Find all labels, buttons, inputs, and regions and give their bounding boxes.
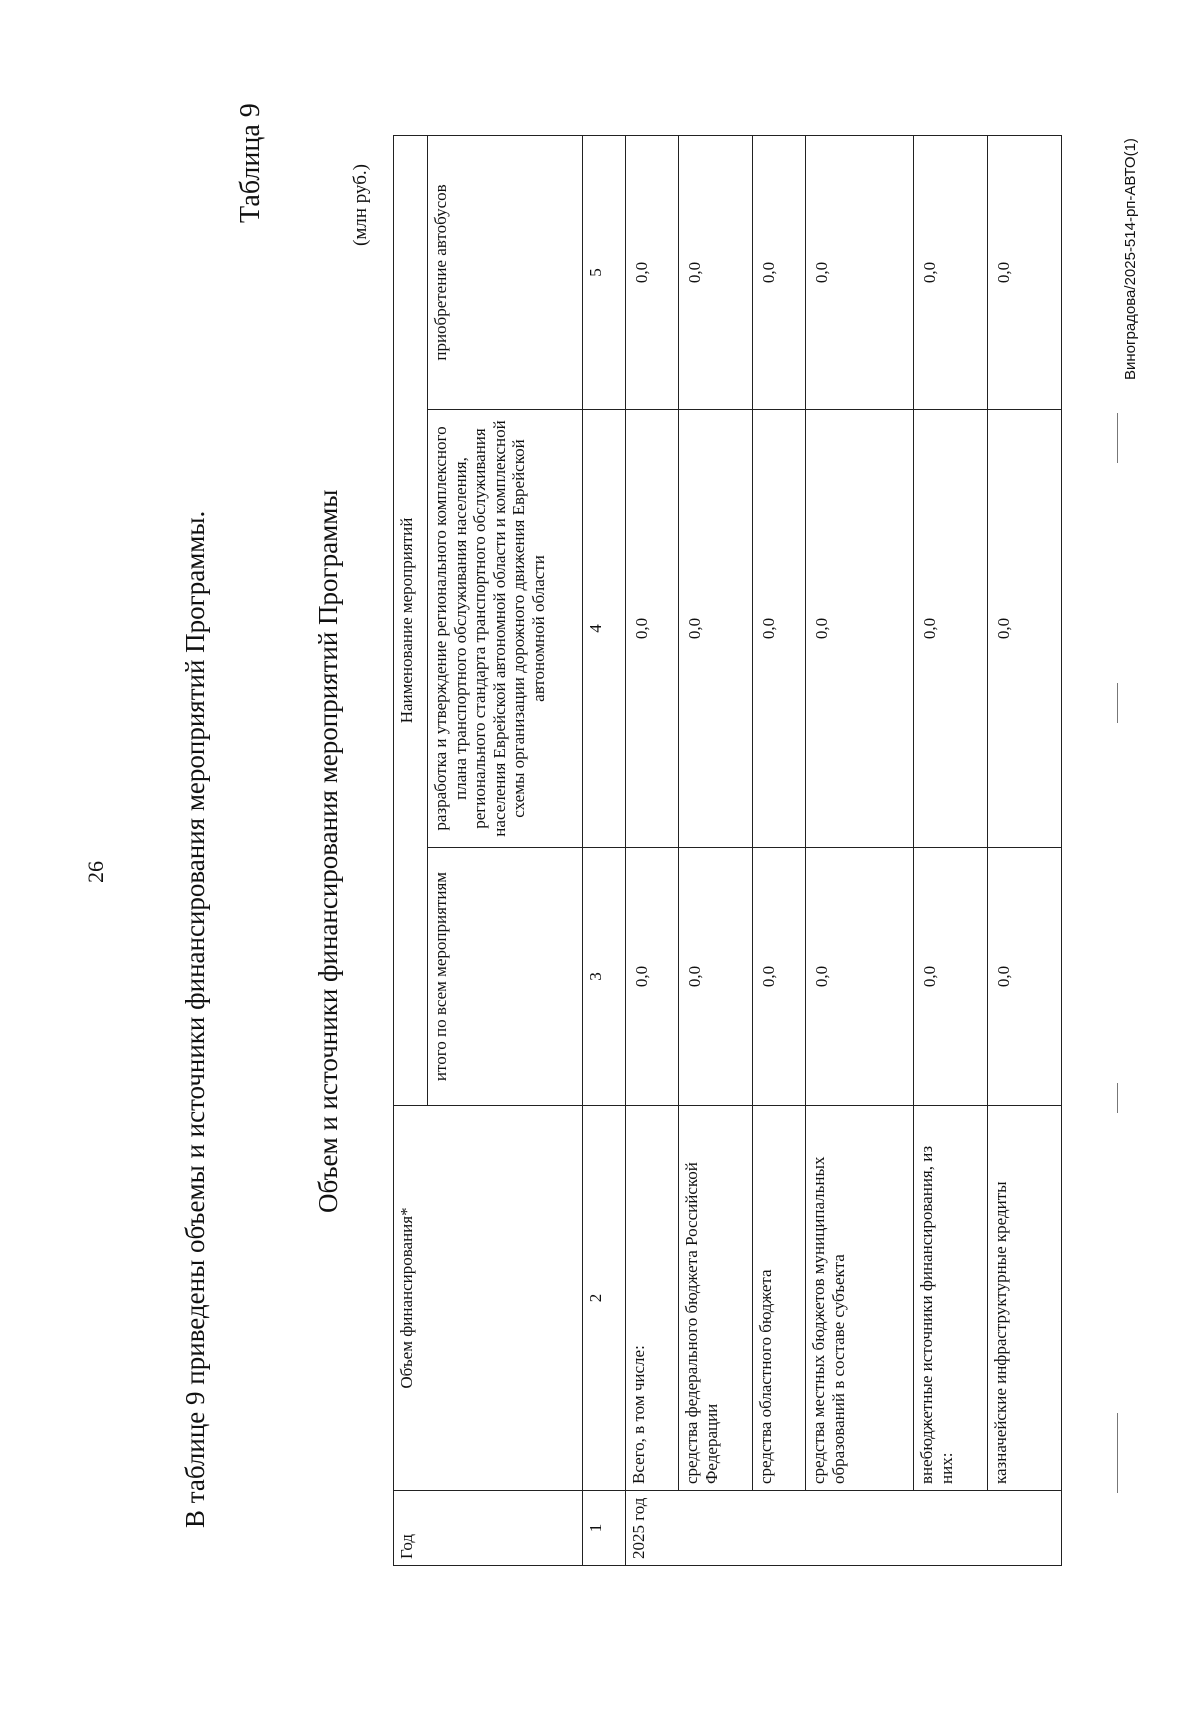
header-activities: Наименование мероприятий — [394, 135, 428, 1105]
page-number: 26 — [83, 861, 108, 883]
scan-artifact-line — [1117, 683, 1118, 723]
table-title: Объем и источники финансирования мероприятий Программы — [313, 489, 343, 1213]
financing-table — [393, 135, 1062, 1566]
column-number: 5 — [583, 135, 626, 409]
header-year: Год — [394, 1491, 583, 1566]
intro-paragraph: В таблице 9 приведены объемы и источники финансирования мероприятий Программы. — [180, 510, 210, 1528]
row-label: средства местных бюджетов муниципальных образований в составе субъекта — [806, 1106, 914, 1491]
cell-total: 0,0 — [806, 848, 914, 1106]
scan-artifact-line — [1117, 1413, 1118, 1493]
row-label: казначейские инфраструктурные кредиты — [988, 1106, 1062, 1491]
scan-artifact-line — [1117, 413, 1118, 463]
header-volume: Объем финансирования* — [394, 1106, 583, 1491]
cell-activity-1: 0,0 — [753, 410, 806, 848]
column-number: 2 — [583, 1106, 626, 1491]
cell-total: 0,0 — [914, 848, 988, 1106]
cell-activity-2: 0,0 — [988, 135, 1062, 409]
units-label: (млн руб.) — [350, 164, 371, 246]
cell-activity-2: 0,0 — [914, 135, 988, 409]
cell-activity-2: 0,0 — [679, 135, 753, 409]
year-cell: 2025 год — [626, 1491, 1062, 1566]
table-row — [806, 135, 914, 1565]
column-numbers-row — [583, 135, 626, 1565]
column-number: 1 — [583, 1491, 626, 1566]
cell-activity-1: 0,0 — [806, 410, 914, 848]
table-row — [626, 135, 679, 1565]
row-label: внебюджетные источники финансирования, из них: — [914, 1106, 988, 1491]
column-number: 3 — [583, 848, 626, 1106]
cell-activity-2: 0,0 — [626, 135, 679, 409]
cell-total: 0,0 — [679, 848, 753, 1106]
row-label: средства федерального бюджета Российской Федерации — [679, 1106, 753, 1491]
table-row — [988, 135, 1062, 1565]
header-activity-2: приобретение автобусов — [428, 135, 583, 409]
cell-activity-1: 0,0 — [988, 410, 1062, 848]
cell-total: 0,0 — [626, 848, 679, 1106]
cell-total: 0,0 — [753, 848, 806, 1106]
table-row — [679, 135, 753, 1565]
header-activity-1: разработка и утверждение регионального комплексного плана транспортного обслуживания населения, регионального стандарта транспортного обслуживания населения Еврейской автономной области и комплексной схемы организации дорожного движения Еврейской автономной области — [428, 410, 583, 848]
header-row-main — [394, 135, 428, 1565]
cell-activity-2: 0,0 — [806, 135, 914, 409]
column-number: 4 — [583, 410, 626, 848]
table-row — [914, 135, 988, 1565]
document-footer: Виноградова/2025-514-рп-АВТО(1) — [1122, 138, 1139, 380]
row-label: Всего, в том числе: — [626, 1106, 679, 1491]
table-row — [753, 135, 806, 1565]
table-label: Таблица 9 — [235, 103, 266, 223]
scan-artifact-line — [1117, 1083, 1118, 1113]
cell-activity-2: 0,0 — [753, 135, 806, 409]
cell-activity-1: 0,0 — [626, 410, 679, 848]
cell-activity-1: 0,0 — [914, 410, 988, 848]
row-label: средства областного бюджета — [753, 1106, 806, 1491]
cell-activity-1: 0,0 — [679, 410, 753, 848]
header-total: итого по всем мероприятиям — [428, 848, 583, 1106]
cell-total: 0,0 — [988, 848, 1062, 1106]
